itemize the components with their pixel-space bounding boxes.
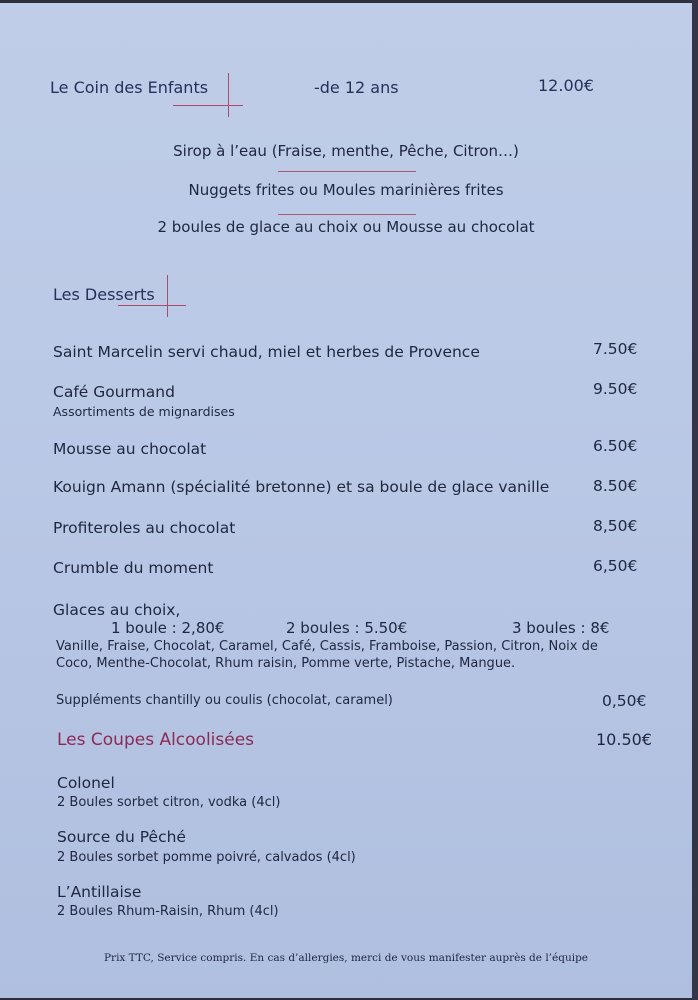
kids-course-main: Nuggets frites ou Moules marinières frites [188, 181, 504, 199]
desserts-title: Les Desserts [53, 285, 155, 304]
coupe-name: Source du Pêché [57, 828, 186, 846]
coupe-description: 2 Boules Rhum-Raisin, Rhum (4cl) [57, 904, 279, 919]
dessert-price: 8,50€ [593, 517, 638, 535]
dessert-price: 9.50€ [593, 380, 638, 398]
title-cross-ornament [228, 73, 229, 117]
page-edge-shadow [692, 0, 698, 1000]
dessert-name: Saint Marcelin servi chaud, miel et herbes de Provence [53, 343, 480, 361]
menu-page [0, 3, 692, 998]
coupe-name: L’Antillaise [57, 883, 142, 901]
dessert-price: 6,50€ [593, 557, 638, 575]
kids-menu-price: 12.00€ [538, 76, 594, 95]
coupe-description: 2 Boules sorbet pomme poivré, calvados (4cl) [57, 850, 356, 865]
dessert-price: 8.50€ [593, 477, 638, 495]
title-underline-ornament [173, 105, 243, 106]
dessert-name: Mousse au chocolat [53, 440, 207, 458]
coupe-name: Colonel [57, 774, 115, 792]
title-underline-ornament [118, 305, 186, 306]
ice-cream-three-scoops: 3 boules : 8€ [512, 619, 610, 637]
coupes-price: 10.50€ [596, 730, 652, 749]
ice-cream-flavors: Coco, Menthe-Chocolat, Rhum raisin, Pomme verte, Pistache, Mangue. [56, 656, 516, 671]
ice-cream-two-scoops: 2 boules : 5.50€ [286, 619, 408, 637]
supplements-price: 0,50€ [602, 692, 647, 710]
ice-cream-one-scoop: 1 boule : 2,80€ [111, 619, 225, 637]
dessert-name: Kouign Amann (spécialité bretonne) et sa boule de glace vanille [53, 478, 550, 496]
dessert-price: 6.50€ [593, 437, 638, 455]
dessert-name: Profiteroles au chocolat [53, 519, 236, 537]
dessert-name: Crumble du moment [53, 559, 214, 577]
kids-menu-age: -de 12 ans [314, 78, 399, 97]
dessert-name: Café Gourmand [53, 383, 175, 401]
footer-note: Prix TTC, Service compris. En cas d’allergies, merci de vous manifester auprès de l’équipe [103, 952, 589, 964]
course-divider [278, 171, 416, 172]
coupes-title: Les Coupes Alcoolisées [57, 730, 255, 750]
dessert-description: Assortiments de mignardises [53, 404, 235, 419]
supplements-name: Suppléments chantilly ou coulis (chocolat, caramel) [56, 693, 393, 708]
ice-cream-title: Glaces au choix, [53, 601, 181, 619]
course-divider [278, 214, 416, 215]
kids-menu-title: Le Coin des Enfants [50, 78, 209, 97]
coupe-description: 2 Boules sorbet citron, vodka (4cl) [57, 795, 281, 810]
kids-course-dessert: 2 boules de glace au choix ou Mousse au chocolat [157, 218, 535, 236]
kids-course-drink: Sirop à l’eau (Fraise, menthe, Pêche, Citron…) [173, 142, 519, 160]
dessert-price: 7.50€ [593, 340, 638, 358]
ice-cream-flavors: Vanille, Fraise, Chocolat, Caramel, Café, Cassis, Framboise, Passion, Citron, Noix de [56, 639, 598, 654]
title-cross-ornament [167, 275, 168, 317]
